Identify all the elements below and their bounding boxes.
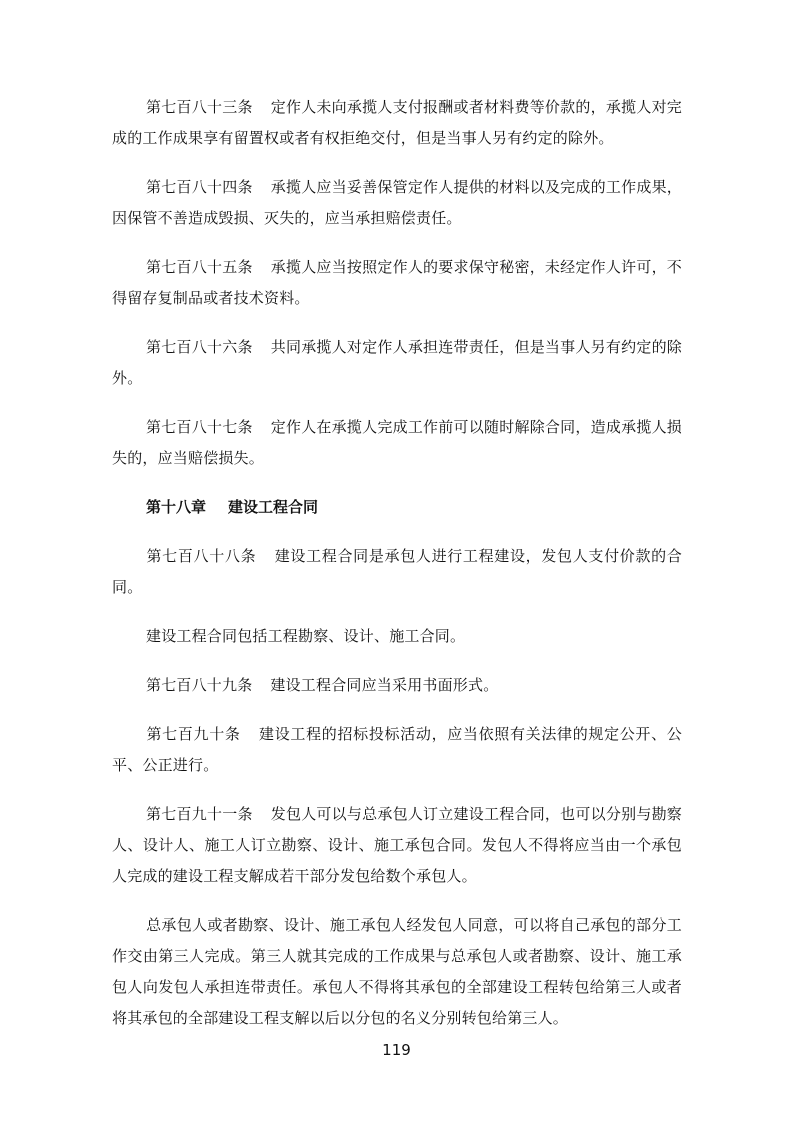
article-number: 第七百九十条	[146, 725, 241, 743]
article-number: 第七百八十八条	[146, 547, 257, 565]
chapter-number: 第十八章	[146, 498, 207, 516]
article-text: 定作人在承揽人完成工作前可以随时解除合同，造成承揽人损失的，应当赔偿损失。	[112, 418, 683, 467]
article-786	[112, 332, 682, 394]
article-788-paragraph-2	[112, 621, 682, 652]
chapter-heading	[112, 492, 682, 523]
article-number: 第七百八十三条	[146, 98, 253, 116]
article-text: 建设工程合同应当采用书面形式。	[270, 676, 499, 694]
article-text: 发包人可以与总承包人订立建设工程合同，也可以分别与勘察人、设计人、施工人订立勘察、设计、施工承包合同。发包人不得将应当由一个承包人完成的建设工程支解成若干部分发包给数个承包人。	[112, 805, 683, 885]
article-790	[112, 719, 682, 781]
article-number: 第七百八十六条	[146, 338, 253, 356]
article-text: 定作人未向承揽人支付报酬或者材料费等价款的，承揽人对完成的工作成果享有留置权或者有权拒绝交付，但是当事人另有约定的除外。	[112, 98, 683, 147]
article-788	[112, 541, 682, 603]
chapter-title: 建设工程合同	[228, 498, 319, 516]
article-text: 共同承揽人对定作人承担连带责任，但是当事人另有约定的除外。	[112, 338, 683, 387]
article-785	[112, 252, 682, 314]
article-text: 总承包人或者勘察、设计、施工承包人经发包人同意，可以将自己承包的部分工作交由第三人完成。第三人就其完成的工作成果与总承包人或者勘察、设计、施工承包人向发包人承担连带责任。承包人不得将其承包的全部建设工程转包给第三人或者将其承包的全部建设工程支解以后以分包的名义分别转包给第三人。	[112, 916, 682, 1027]
article-787	[112, 412, 682, 474]
article-text: 承揽人应当妥善保管定作人提供的材料以及完成的工作成果，因保管不善造成毁损、灭失的，应当承担赔偿责任。	[112, 178, 683, 227]
article-number: 第七百八十五条	[146, 258, 253, 276]
article-791	[112, 799, 682, 892]
page-number: 119	[382, 1041, 411, 1059]
article-text: 建设工程的招标投标活动，应当依照有关法律的规定公开、公平、公正进行。	[112, 725, 682, 774]
article-783	[112, 92, 682, 154]
article-text: 承揽人应当按照定作人的要求保守秘密，未经定作人许可，不得留存复制品或者技术资料。	[112, 258, 683, 307]
article-text: 建设工程合同包括工程勘察、设计、施工合同。	[146, 627, 466, 645]
article-784	[112, 172, 682, 234]
article-789	[112, 670, 682, 701]
article-number: 第七百八十四条	[146, 178, 253, 196]
article-number: 第七百八十九条	[146, 676, 253, 694]
article-number: 第七百九十一条	[146, 805, 253, 823]
document-body	[112, 92, 682, 1052]
article-text: 建设工程合同是承包人进行工程建设，发包人支付价款的合同。	[112, 547, 683, 596]
article-791-paragraph-2	[112, 910, 682, 1034]
article-number: 第七百八十七条	[146, 418, 253, 436]
